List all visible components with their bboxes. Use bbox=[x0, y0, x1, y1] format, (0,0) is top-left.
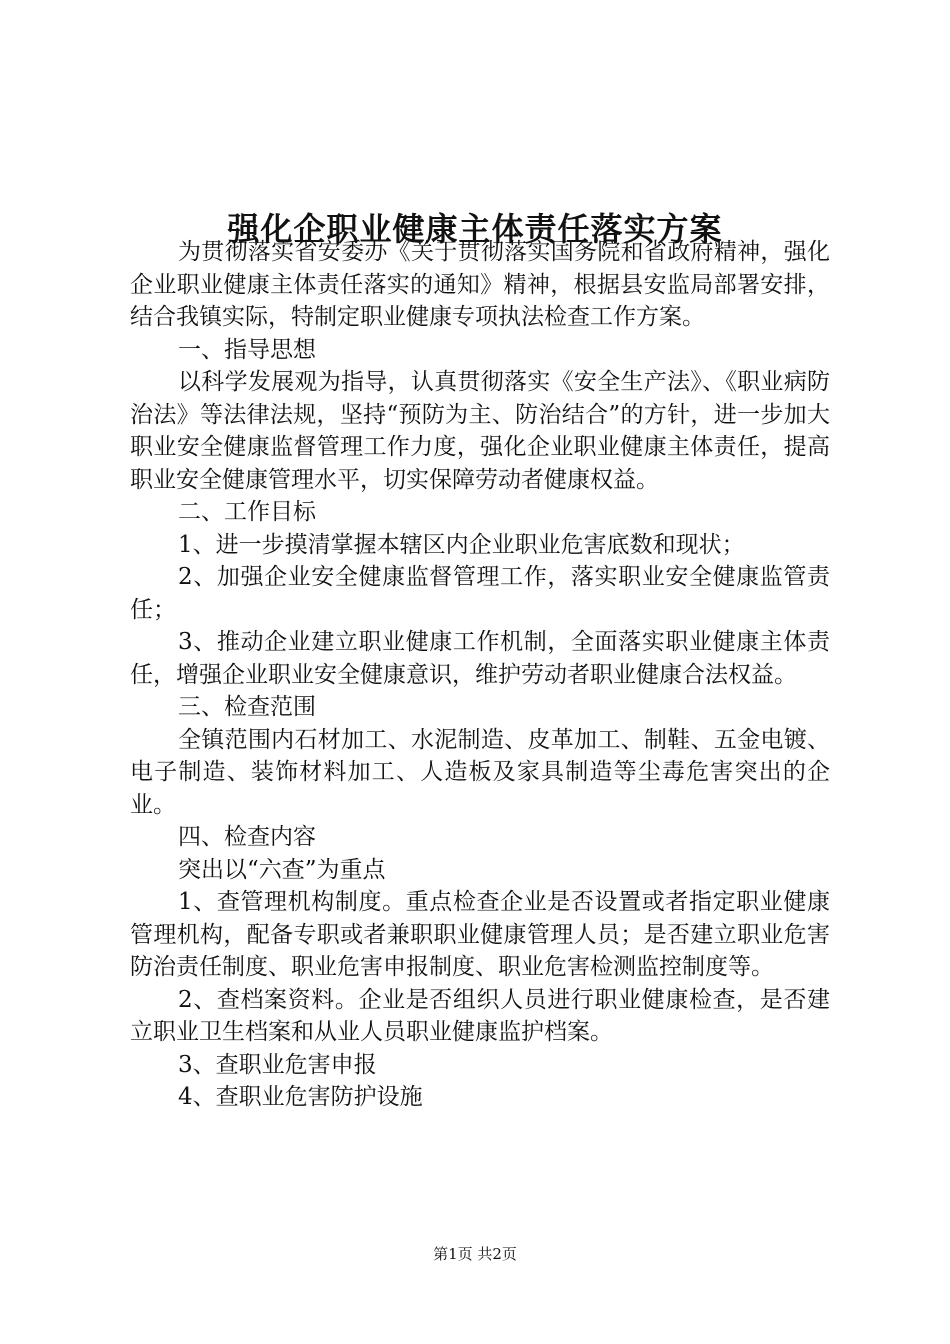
document-body bbox=[130, 236, 830, 1114]
list-item-check-4: 4、查职业危害防护设施 bbox=[178, 1084, 423, 1110]
document-title: 强化企职业健康主体责任落实方案 bbox=[227, 210, 723, 249]
list-item-check-2: 2、查档案资料。企业是否组织人员进行职业健康检查，是否建立职业卫生档案和从业人员职业健康监护档案。 bbox=[130, 986, 830, 1045]
list-item-check-1: 1、查管理机构制度。重点检查企业是否设置或者指定职业健康管理机构，配备专职或者兼职职业健康管理人员；是否建立职业危害防治责任制度、职业危害申报制度、职业危害检测监控制度等。 bbox=[130, 889, 830, 980]
list-item-goal-3: 3、推动企业建立职业健康工作机制，全面落实职业健康主体责任，增强企业职业安全健康意识，维护劳动者职业健康合法权益。 bbox=[130, 629, 830, 688]
paragraph-six-checks: 突出以“六查”为重点 bbox=[178, 856, 386, 883]
list-item-goal-2: 2、加强企业安全健康监督管理工作，落实职业安全健康监管责任； bbox=[130, 564, 830, 623]
list-item-goal-1: 1、进一步摸清掌握本辖区内企业职业危害底数和现状； bbox=[178, 531, 745, 558]
section-heading-inspection-content: 四、检查内容 bbox=[178, 824, 316, 850]
paragraph-inspection-scope: 全镇范围内石材加工、水泥制造、皮革加工、制鞋、五金电镀、电子制造、装饰材料加工、人造板及家具制造等尘毒危害突出的企业。 bbox=[130, 726, 830, 818]
section-heading-work-goals: 二、工作目标 bbox=[178, 499, 316, 525]
paragraph-intro: 为贯彻落实省安委办《关于贯彻落实国务院和省政府精神，强化企业职业健康主体责任落实的通知》精神，根据县安监局部署安排，结合我镇实际，特制定职业健康专项执法检查工作方案。 bbox=[130, 239, 830, 330]
paragraph-guiding-ideology: 以科学发展观为指导，认真贯彻落实《安全生产法》、《职业病防治法》等法律法规，坚持“预防为主、防治结合”的方针，进一步加大职业安全健康监督管理工作力度，强化企业职业健康主体责任，提高职业安全健康管理水平，切实保障劳动者健康权益。 bbox=[130, 369, 830, 493]
page-footer: 第1页 共2页 bbox=[433, 1245, 517, 1263]
section-heading-inspection-scope: 三、检查范围 bbox=[178, 694, 316, 720]
list-item-check-3: 3、查职业危害申报 bbox=[178, 1051, 377, 1078]
section-heading-guiding-ideology: 一、指导思想 bbox=[178, 336, 316, 363]
